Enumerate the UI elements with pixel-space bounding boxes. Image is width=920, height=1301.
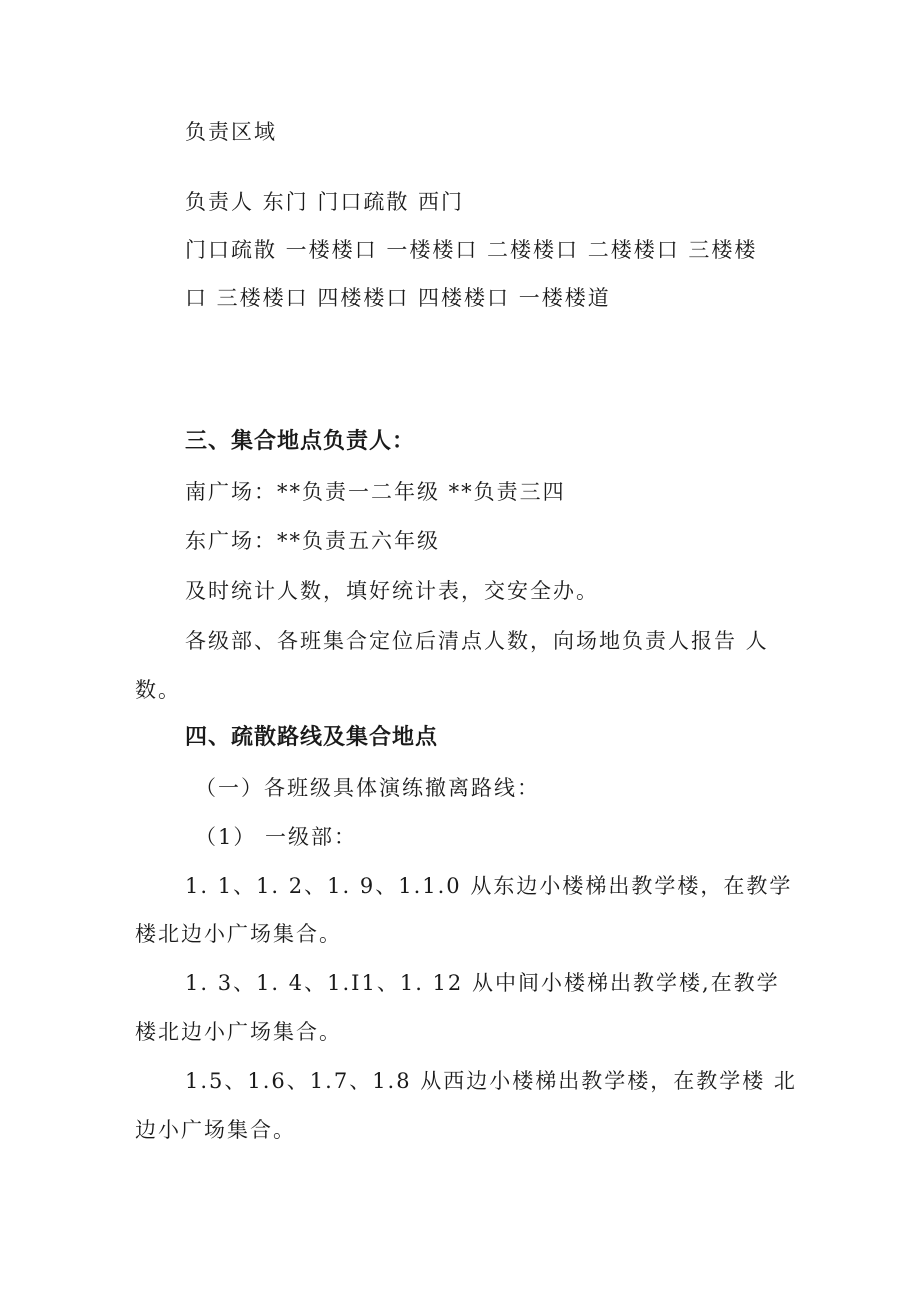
east-square-line: 东广场：**负责五六年级 (185, 529, 440, 553)
route-3-line-a: 1.5、1.6、1.7、1.8 从西边小楼梯出教学楼，在教学楼 北 (185, 1069, 797, 1093)
assignment-line-2: 门口疏散 一楼楼口 一楼楼口 二楼楼口 二楼楼口 三楼楼 (185, 238, 758, 262)
section-3-title: 三、集合地点负责人： (185, 429, 416, 454)
statistics-line: 及时统计人数，填好统计表，交安全办。 (185, 579, 599, 603)
report-line-b: 数。 (135, 678, 181, 702)
route-1-line-a: 1. 1、1. 2、1. 9、1.1.0 从东边小楼梯出教学楼，在教学 (185, 874, 793, 898)
route-2-line-a: 1. 3、1. 4、1.I1、1. 12 从中间小楼梯出教学楼,在教学 (185, 971, 780, 995)
assignment-line-1: 负责人 东门 门口疏散 西门 (185, 190, 465, 214)
route-2-line-b: 楼北边小广场集合。 (135, 1020, 342, 1044)
subsection-1-1-title: （1） 一级部： (195, 825, 358, 849)
subsection-1-title: （一）各班级具体演练撤离路线： (195, 776, 540, 800)
section-4-title: 四、疏散路线及集合地点 (185, 725, 439, 750)
route-3-line-b: 边小广场集合。 (135, 1118, 296, 1142)
south-square-line: 南广场：**负责一二年级 **负责三四 (185, 480, 566, 504)
area-heading: 负责区域 (185, 120, 277, 144)
report-line-a: 各级部、各班集合定位后清点人数，向场地负责人报告 人 (185, 629, 769, 653)
route-1-line-b: 楼北边小广场集合。 (135, 922, 342, 946)
assignment-line-3: 口 三楼楼口 四楼楼口 四楼楼口 一楼楼道 (185, 286, 611, 310)
